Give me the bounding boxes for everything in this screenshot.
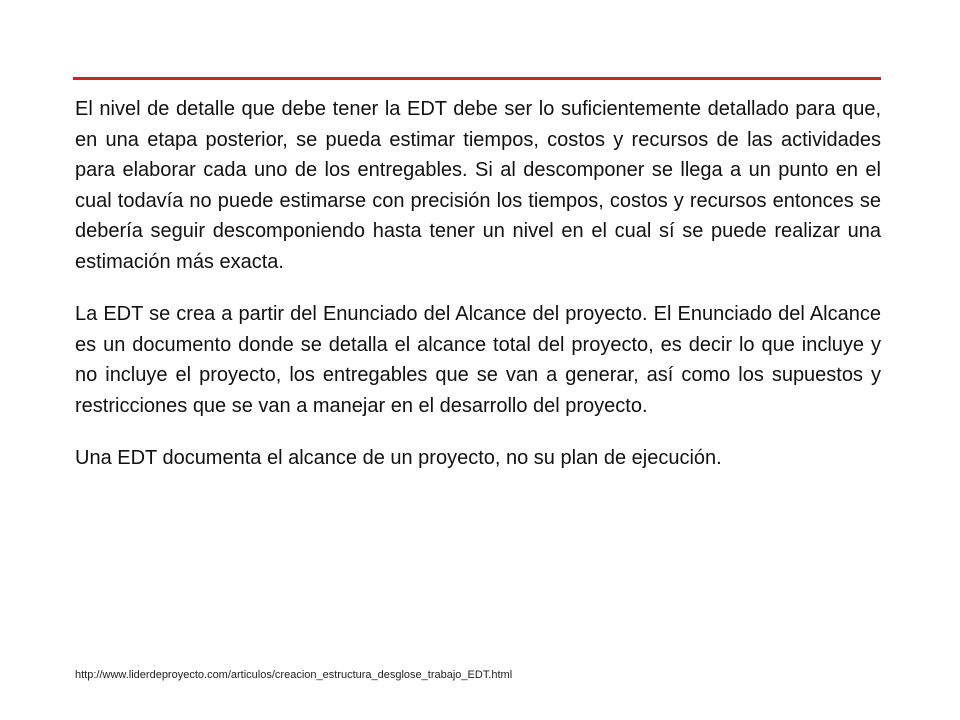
slide-body <box>75 94 881 474</box>
paragraph-edt-summary: Una EDT documenta el alcance de un proyecto, no su plan de ejecución. <box>75 447 722 469</box>
paragraph-edt-scope-statement: La EDT se crea a partir del Enunciado del Alcance del proyecto. El Enunciado del Alcance es un documento donde se detalla el alcance total del proyecto, es decir lo que incluye y no incluye el proyecto, los entregables que se van a generar, así como los supuestos y restricciones que se van a manejar en el desarrollo del proyecto. <box>75 303 881 417</box>
header-divider <box>73 77 881 80</box>
paragraph-edt-detail-level: El nivel de detalle que debe tener la EDT debe ser lo suficientemente detallado para que, en una etapa posterior, se pueda estimar tiempos, costos y recursos de las actividades para elaborar cada uno de los entregables. Si al descomponer se llega a un punto en el cual todavía no puede estimarse con precisión los tiempos, costos y recursos entonces se debería seguir descomponiendo hasta tener un nivel en el cual sí se puede realizar una estimación más exacta. <box>75 98 881 273</box>
source-link[interactable]: http://www.liderdeproyecto.com/articulos/creacion_estructura_desglose_trabajo_EDT.html <box>75 669 513 681</box>
